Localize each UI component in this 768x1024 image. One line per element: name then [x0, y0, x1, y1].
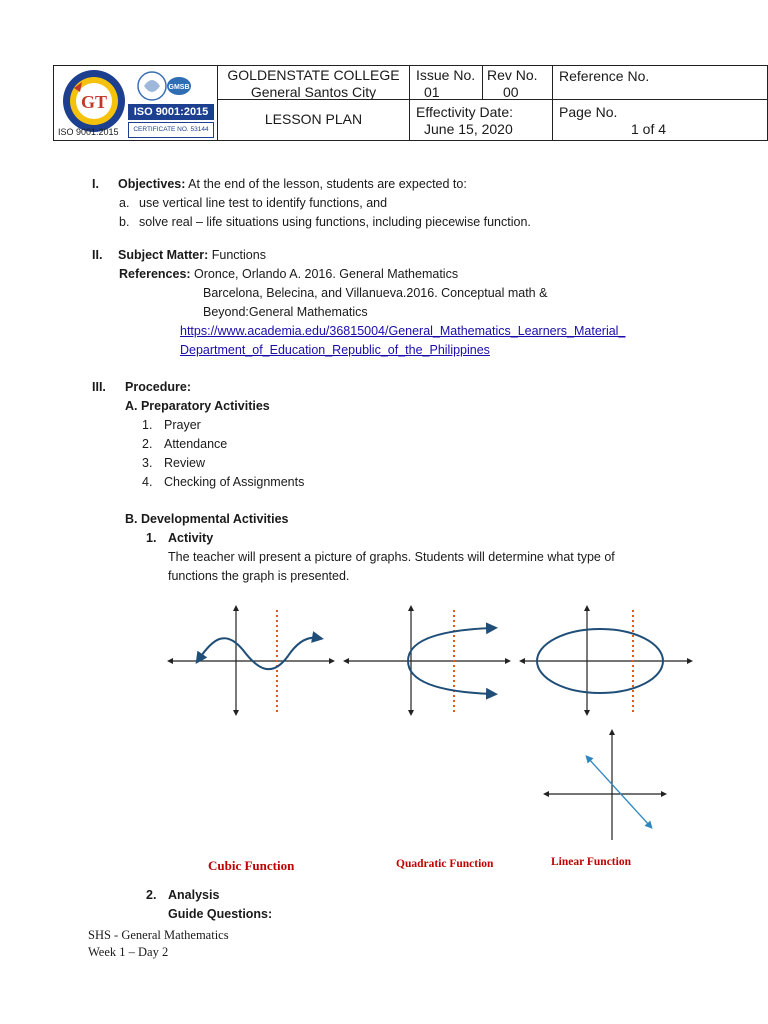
procedure-label: Procedure:	[125, 380, 191, 394]
page-footer	[88, 927, 229, 961]
cubic-label: Cubic Function	[208, 858, 295, 873]
objectives-label: Objectives:	[118, 177, 186, 191]
page-label: Page No.	[559, 104, 618, 120]
objective-item	[92, 194, 732, 213]
iso-badge: ISO 9001:2015	[128, 104, 214, 120]
doc-type: LESSON PLAN	[264, 111, 363, 127]
rev-cell	[482, 65, 553, 100]
reference-url-block	[92, 322, 732, 360]
header-table	[53, 65, 768, 141]
footer-course: SHS - General Mathematics	[88, 928, 229, 942]
effectivity-value: June 15, 2020	[424, 121, 513, 137]
logo-iso-text: ISO 9001:2015	[58, 127, 119, 137]
quadratic-label: Quadratic Function	[396, 858, 494, 870]
developmental-section	[92, 510, 732, 586]
activity-text-2: functions the graph is presented.	[168, 569, 350, 583]
subject-numeral: II.	[92, 248, 103, 262]
objectives-heading	[92, 175, 732, 194]
ellipse-graph	[522, 608, 690, 713]
prep-item	[92, 473, 732, 492]
objectives-section	[92, 175, 732, 232]
references-label: References:	[119, 267, 191, 281]
logo-cell	[53, 65, 218, 141]
prep-item	[92, 454, 732, 473]
activity-text-1: The teacher will present a picture of graphs. Students will determine what type of	[168, 550, 615, 564]
college-city: General Santos City	[250, 84, 377, 100]
linear-label: Linear Function	[551, 856, 631, 868]
prep-item	[92, 416, 732, 435]
subject-section	[92, 246, 732, 360]
certificate-number: CERTIFICATE NO. 53144	[128, 122, 214, 138]
cubic-curve	[199, 638, 318, 669]
effectivity-cell	[409, 99, 553, 141]
activity-heading	[92, 529, 732, 548]
reference-cell	[552, 65, 768, 100]
reference-3: Beyond:General Mathematics	[203, 305, 368, 319]
activity-marker: 1.	[146, 531, 157, 545]
analysis-title: Analysis	[168, 888, 220, 902]
preparatory-title: A. Preparatory Activities	[125, 399, 270, 413]
page-cell	[552, 99, 768, 141]
prep-marker: 4.	[142, 475, 153, 489]
developmental-title: B. Developmental Activities	[125, 512, 289, 526]
svg-text:GT: GT	[80, 92, 108, 112]
procedure-heading	[92, 378, 732, 397]
function-graphs	[0, 600, 768, 840]
analysis-marker: 2.	[146, 888, 157, 902]
objectives-intro: At the end of the lesson, students are expected to:	[185, 177, 467, 191]
effectivity-label: Effectivity Date:	[416, 104, 514, 120]
activity-title: Activity	[168, 531, 214, 545]
objective-marker: b.	[119, 215, 130, 229]
subject-label: Subject Matter:	[118, 248, 209, 262]
analysis-heading	[146, 886, 546, 905]
prep-text: Review	[164, 456, 205, 470]
objective-text: solve real – life situations using functions, including piecewise function.	[139, 215, 531, 229]
procedure-numeral: III.	[92, 380, 106, 394]
college-cell	[217, 65, 410, 100]
procedure-section	[92, 378, 732, 492]
linear-line	[588, 758, 650, 826]
prep-marker: 3.	[142, 456, 153, 470]
college-name: GOLDENSTATE COLLEGE	[227, 67, 400, 83]
references-line	[92, 265, 732, 284]
guide-questions-title: Guide Questions:	[168, 907, 273, 921]
prep-marker: 1.	[142, 418, 153, 432]
quadratic-graph	[346, 608, 508, 713]
footer-week: Week 1 – Day 2	[88, 945, 169, 959]
reference-url-line-1[interactable]: https://www.academia.edu/36815004/General_Mathematics_Learners_Material_	[180, 324, 626, 338]
prep-text: Checking of Assignments	[164, 475, 305, 489]
certification-body-icon	[136, 70, 192, 102]
subject-heading	[92, 246, 732, 265]
issue-cell	[409, 65, 483, 100]
rev-label: Rev No.	[487, 67, 538, 83]
doc-type-cell	[217, 99, 410, 141]
reference-2: Barcelona, Belecina, and Villanueva.2016. Conceptual math &	[203, 286, 548, 300]
objective-text: use vertical line test to identify functions, and	[139, 196, 388, 210]
page-value: 1 of 4	[631, 121, 667, 137]
objective-marker: a.	[119, 196, 130, 210]
cubic-graph	[170, 608, 332, 713]
prep-text: Prayer	[164, 418, 201, 432]
rev-value: 00	[503, 84, 519, 100]
issue-label: Issue No.	[416, 67, 476, 83]
issue-value: 01	[424, 84, 440, 100]
linear-graph	[546, 732, 664, 840]
reference-url-line-2[interactable]: Department_of_Education_Republic_of_the_Philippines	[180, 343, 490, 357]
analysis-section	[146, 886, 546, 924]
reference-1: Oronce, Orlando A. 2016. General Mathematics	[190, 267, 459, 281]
reference-label: Reference No.	[559, 68, 650, 84]
prep-marker: 2.	[142, 437, 153, 451]
subject-value: Functions	[208, 248, 266, 262]
cert-brand-label: GMSB	[168, 84, 190, 91]
objective-item	[92, 213, 732, 232]
prep-item	[92, 435, 732, 454]
objectives-numeral: I.	[92, 177, 99, 191]
prep-text: Attendance	[164, 437, 228, 451]
